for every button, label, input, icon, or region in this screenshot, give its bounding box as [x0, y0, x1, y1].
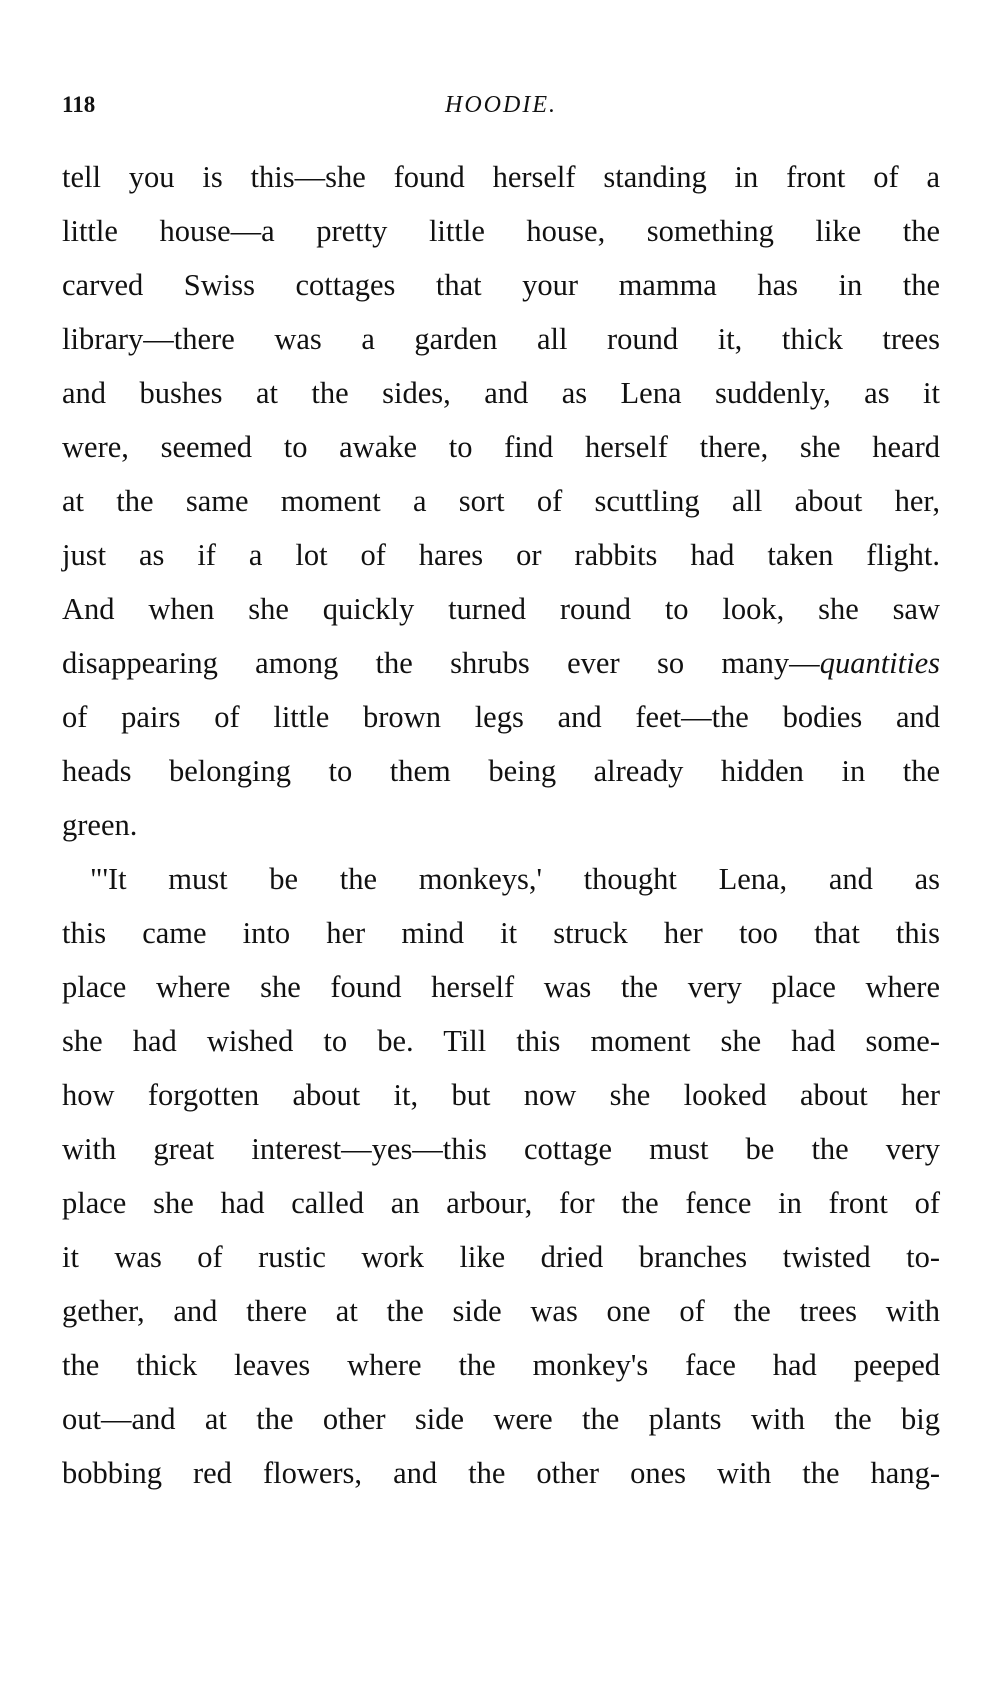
text-line: and bushes at the sides, and as Lena suddenly, as it	[62, 376, 940, 410]
text-line: at the same moment a sort of scuttling all about her,	[62, 484, 940, 518]
text-line: little house—a pretty little house, something like the	[62, 214, 940, 248]
text-line: And when she quickly turned round to look, she saw	[62, 592, 940, 626]
text-line: this came into her mind it struck her too that this	[62, 916, 940, 950]
text-line: tell you is this—she found herself standing in front of a	[62, 160, 940, 194]
text-line: of pairs of little brown legs and feet—the bodies and	[62, 700, 940, 734]
text-line: out—and at the other side were the plants with the big	[62, 1402, 940, 1436]
text-line: place where she found herself was the very place where	[62, 970, 940, 1004]
text-line-start: disappearing among the shrubs ever so many—	[62, 646, 820, 680]
text-line: library—there was a garden all round it, thick trees	[62, 322, 940, 356]
text-line: "'It must be the monkeys,' thought Lena, and as	[90, 862, 940, 896]
text-line: just as if a lot of hares or rabbits had taken flight.	[62, 538, 940, 572]
text-line: were, seemed to awake to find herself there, she heard	[62, 430, 940, 464]
text-line: how forgotten about it, but now she looked about her	[62, 1078, 940, 1112]
text-line: heads belonging to them being already hidden in the	[62, 754, 940, 788]
text-line: green.	[62, 808, 138, 842]
emphasis-word: quantities	[819, 646, 940, 680]
text-line: gether, and there at the side was one of the trees with	[62, 1294, 940, 1328]
text-line: place she had called an arbour, for the fence in front of	[62, 1186, 940, 1220]
paragraph	[62, 852, 940, 1500]
text-line: she had wished to be. Till this moment she had some-	[62, 1024, 940, 1058]
text-line	[62, 636, 940, 690]
running-title: HOODIE.	[445, 92, 557, 118]
text-line: bobbing red flowers, and the other ones with the hang-	[62, 1456, 940, 1490]
text-line: it was of rustic work like dried branches twisted to-	[62, 1240, 940, 1274]
paragraph	[62, 150, 940, 852]
text-line: the thick leaves where the monkey's face had peeped	[62, 1348, 940, 1382]
page-header	[62, 92, 940, 132]
text-line: carved Swiss cottages that your mamma has in the	[62, 268, 940, 302]
page-number: 118	[62, 92, 96, 117]
text-line: with great interest—yes—this cottage must be the very	[62, 1132, 940, 1166]
body-text	[62, 150, 940, 1500]
